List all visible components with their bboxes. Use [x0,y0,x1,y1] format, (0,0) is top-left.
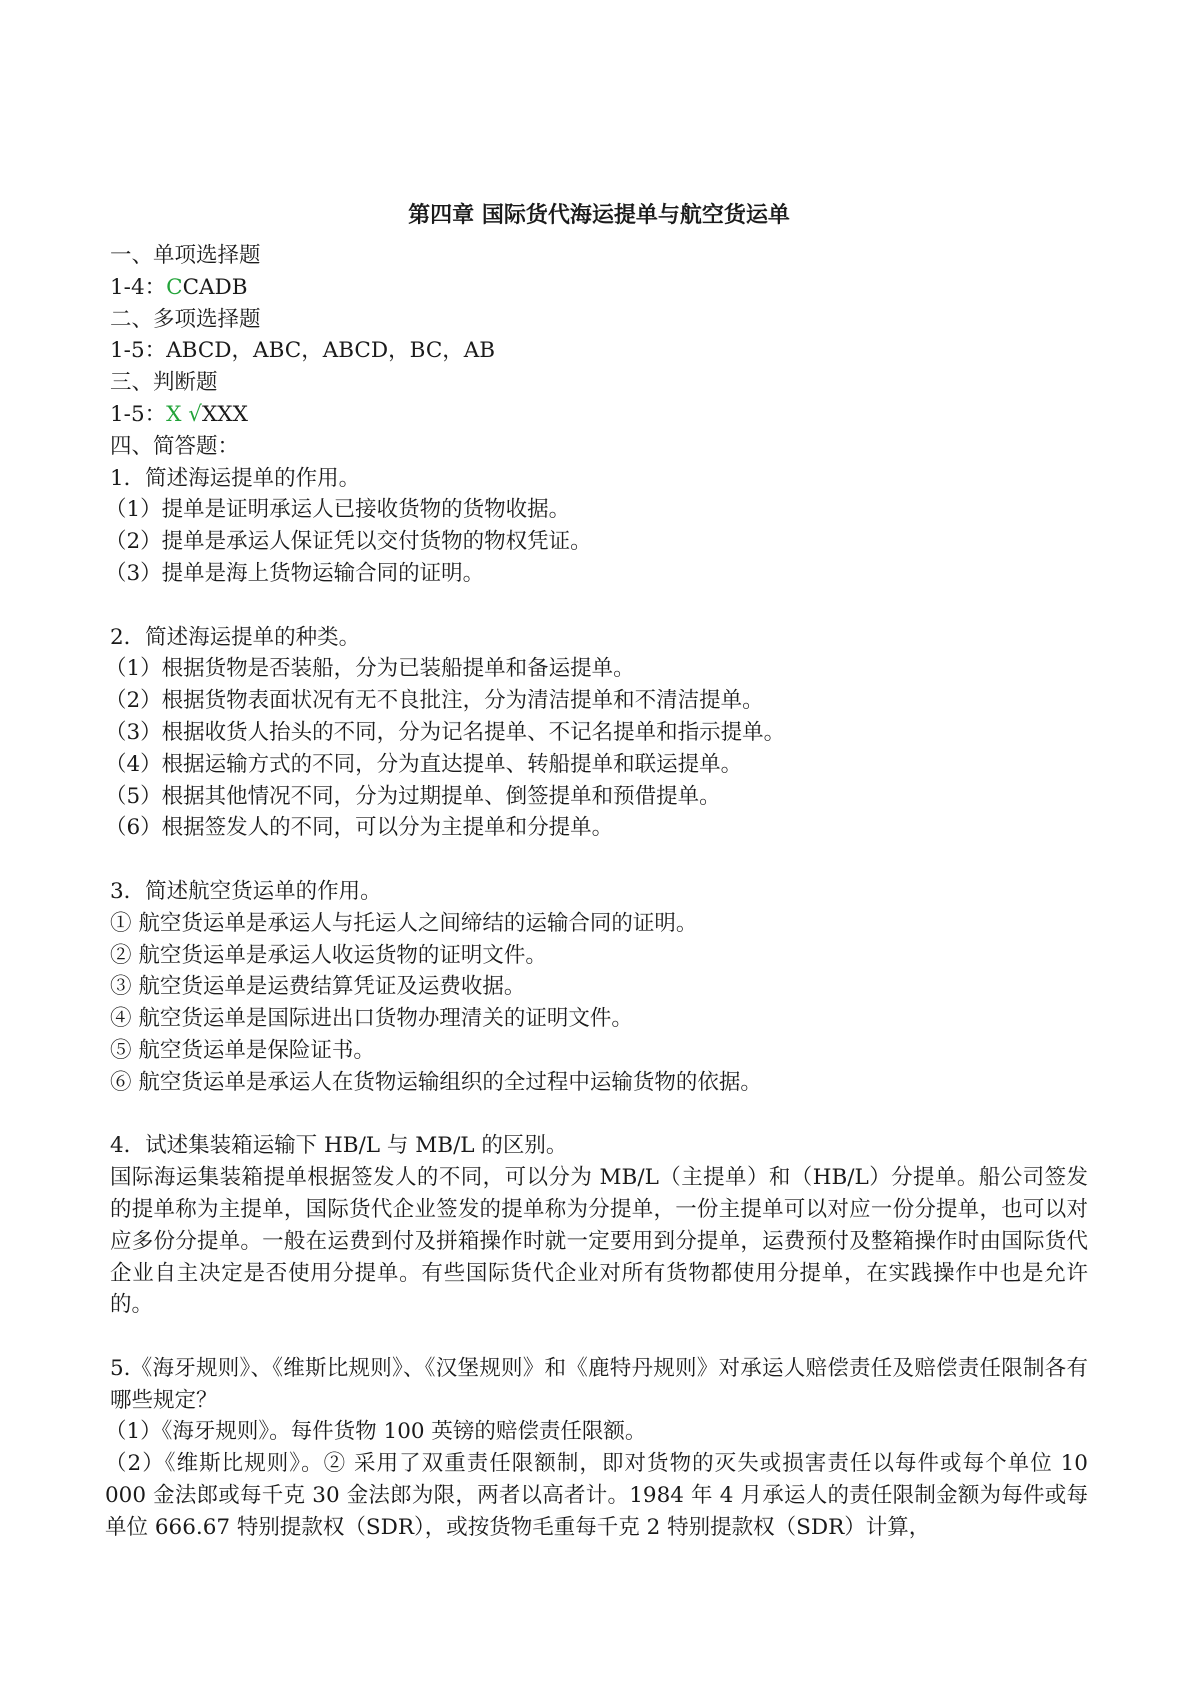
spacer [110,1321,1088,1353]
question-2-item: （4）根据运输方式的不同，分为直达提单、转船提单和联运提单。 [105,751,743,777]
section-heading-single-choice: 一、单项选择题 [110,243,261,268]
question-5-item: （2）《维斯比规则》。② 采用了双重责任限额制，即对货物的灭失或损害责任以每件或每个单位 10 000 金法郎或每千克 30 金法郎为限，两者以高者计。1984 年 4 月承运人的责任限制金额为每件或每单位 666.67 特别提款权（SDR），或按货物毛重每千克 2 特别提款权（SDR）计算， [105,1451,1088,1540]
chapter-title: 第四章 国际货代海运提单与航空货运单 [408,202,790,228]
multiple-choice-answer: 1-5：ABCD，ABC，ABCD，BC，AB [110,338,496,364]
answer-highlight: X √ [166,401,202,427]
question-3-item: ⑥ 航空货运单是承运人在货物运输组织的全过程中运输货物的依据。 [110,1069,762,1095]
question-4-answer: 国际海运集装箱提单根据签发人的不同，可以分为 MB/L（主提单）和（HB/L）分提单。船公司签发的提单称为主提单，国际货代企业签发的提单称为分提单，一份主提单可以对应一份分提单，也可以对应多份分提单。一般在运费到付及拼箱操作时就一定要用到分提单，运费预付及整箱操作时由国际货代企业自主决定是否使用分提单。有些国际货代企业对所有货物都使用分提单，在实践操作中也是允许的。 [110,1165,1088,1318]
question-2: 2．简述海运提单的种类。 [110,624,361,650]
question-1-item: （3）提单是海上货物运输合同的证明。 [105,560,485,586]
answer-prefix: 1-4： [110,274,167,300]
question-2-item: （3）根据收货人抬头的不同，分为记名提单、不记名提单和指示提单。 [105,719,786,745]
question-3-item: ② 航空货运单是承运人收运货物的证明文件。 [110,942,547,968]
answer-rest: XXX [201,401,248,427]
spacer [110,844,1088,876]
question-5: 5.《海牙规则》、《维斯比规则》、《汉堡规则》和《鹿特丹规则》对承运人赔偿责任及赔偿责任限制各有哪些规定？ [110,1355,1088,1413]
true-false-answer [110,399,1088,431]
spacer [110,590,1088,622]
answer-highlight: C [166,274,183,300]
answer-rest: CADB [182,274,248,300]
section-heading-true-false: 三、判断题 [110,370,218,396]
question-3-item: ③ 航空货运单是运费结算凭证及运费收据。 [110,974,526,1000]
question-4: 4．试述集装箱运输下 HB/L 与 MB/L 的区别。 [110,1133,568,1159]
question-3-item: ④ 航空货运单是国际进出口货物办理清关的证明文件。 [110,1006,633,1032]
question-2-item: （2）根据货物表面状况有无不良批注，分为清洁提单和不清洁提单。 [105,688,764,714]
question-1-item: （1）提单是证明承运人已接收货物的货物收据。 [105,497,571,523]
spacer [110,1099,1088,1131]
question-1: 1．简述海运提单的作用。 [110,465,361,491]
question-2-item: （6）根据签发人的不同，可以分为主提单和分提单。 [105,815,614,841]
question-3-item: ⑤ 航空货运单是保险证书。 [110,1037,375,1063]
section-heading-multiple-choice: 二、多项选择题 [110,306,261,332]
question-1-item: （2）提单是承运人保证凭以交付货物的物权凭证。 [105,529,592,555]
question-3: 3．简述航空货运单的作用。 [110,878,382,904]
section-heading-short-answer: 四、简答题： [110,433,240,459]
answer-prefix: 1-5： [110,401,167,427]
question-5-item: （1）《海牙规则》。每件货物 100 英镑的赔偿责任限额。 [105,1419,647,1445]
single-choice-answer [110,272,1088,304]
question-3-item: ① 航空货运单是承运人与托运人之间缔结的运输合同的证明。 [110,910,698,936]
document-page [105,198,1088,1544]
question-2-item: （5）根据其他情况不同，分为过期提单、倒签提单和预借提单。 [105,783,721,809]
question-2-item: （1）根据货物是否装船，分为已装船提单和备运提单。 [105,656,635,682]
